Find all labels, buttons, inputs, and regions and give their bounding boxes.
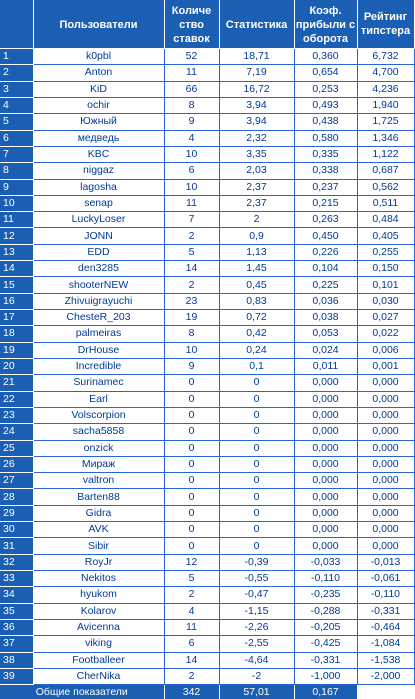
bets-cell: 9	[164, 358, 219, 374]
table-row	[0, 652, 414, 668]
statistics-cell: 0	[219, 440, 294, 456]
rank-cell: 2	[0, 65, 33, 81]
user-name-cell: LuckyLoser	[33, 212, 164, 228]
tipster-rating-cell: 0,511	[357, 195, 414, 211]
tipster-rating-cell: -0,331	[357, 603, 414, 619]
tipster-rating-cell: 0,000	[357, 473, 414, 489]
profit-coefficient-cell: 0,038	[294, 310, 357, 326]
table-row	[0, 228, 414, 244]
tipster-rating-cell: 0,000	[357, 538, 414, 554]
profit-coefficient-cell: 0,450	[294, 228, 357, 244]
tipster-rating-cell: 0,000	[357, 489, 414, 505]
tipster-rating-cell: 0,150	[357, 261, 414, 277]
profit-coefficient-cell: 0,000	[294, 440, 357, 456]
tipster-rating-cell: 1,725	[357, 114, 414, 130]
table-row	[0, 505, 414, 521]
tipster-rating-cell: 0,000	[357, 391, 414, 407]
user-name-cell: hyukom	[33, 587, 164, 603]
table-row	[0, 619, 414, 635]
user-name-cell: shooterNEW	[33, 277, 164, 293]
statistics-cell: -2,26	[219, 619, 294, 635]
rank-cell: 31	[0, 538, 33, 554]
bets-cell: 14	[164, 261, 219, 277]
rank-cell: 3	[0, 81, 33, 97]
statistics-cell: -0,39	[219, 554, 294, 570]
bets-cell: 0	[164, 505, 219, 521]
table-row	[0, 342, 414, 358]
statistics-cell: 3,35	[219, 146, 294, 162]
bets-cell: 0	[164, 538, 219, 554]
statistics-cell: -2,55	[219, 636, 294, 652]
profit-coefficient-cell: -0,425	[294, 636, 357, 652]
bets-cell: 9	[164, 114, 219, 130]
bets-cell: 7	[164, 212, 219, 228]
user-name-cell: Footballeer	[33, 652, 164, 668]
statistics-cell: 0	[219, 407, 294, 423]
table-row	[0, 49, 414, 65]
table-row	[0, 571, 414, 587]
profit-coefficient-cell: 0,263	[294, 212, 357, 228]
statistics-cell: -0,55	[219, 571, 294, 587]
user-name-cell: RoyJr	[33, 554, 164, 570]
rank-cell: 11	[0, 212, 33, 228]
table-row	[0, 424, 414, 440]
statistics-cell: 2,37	[219, 179, 294, 195]
profit-coefficient-cell: 0,000	[294, 505, 357, 521]
tipster-rating-cell: -0,110	[357, 587, 414, 603]
table-row	[0, 310, 414, 326]
statistics-cell: 0,42	[219, 326, 294, 342]
profit-coefficient-cell: 0,036	[294, 293, 357, 309]
user-name-cell: DrHouse	[33, 342, 164, 358]
table-row	[0, 375, 414, 391]
tipster-rating-cell: 0,000	[357, 407, 414, 423]
profit-coefficient-cell: -0,235	[294, 587, 357, 603]
header-rank	[0, 0, 33, 49]
rank-cell: 37	[0, 636, 33, 652]
bets-cell: 2	[164, 277, 219, 293]
user-name-cell: Surinamec	[33, 375, 164, 391]
table-row	[0, 489, 414, 505]
bets-cell: 0	[164, 391, 219, 407]
profit-coefficient-cell: 0,360	[294, 49, 357, 65]
tipster-rating-cell: 0,562	[357, 179, 414, 195]
statistics-cell: 0	[219, 489, 294, 505]
profit-coefficient-cell: 0,000	[294, 424, 357, 440]
tipster-rating-cell: 0,000	[357, 375, 414, 391]
table-row	[0, 277, 414, 293]
bets-cell: 8	[164, 97, 219, 113]
rank-cell: 35	[0, 603, 33, 619]
rank-cell: 7	[0, 146, 33, 162]
rank-cell: 1	[0, 49, 33, 65]
table-row	[0, 244, 414, 260]
statistics-cell: 0,45	[219, 277, 294, 293]
rank-cell: 28	[0, 489, 33, 505]
statistics-cell: 16,72	[219, 81, 294, 97]
rank-cell: 25	[0, 440, 33, 456]
profit-coefficient-cell: 0,000	[294, 473, 357, 489]
user-name-cell: Nekitos	[33, 571, 164, 587]
rank-cell: 23	[0, 407, 33, 423]
rank-cell: 22	[0, 391, 33, 407]
header-profit-coefficient: Коэф. прибыли с оборота	[294, 0, 357, 49]
table-row	[0, 554, 414, 570]
user-name-cell: sacha5858	[33, 424, 164, 440]
statistics-cell: 0	[219, 522, 294, 538]
bets-cell: 8	[164, 326, 219, 342]
profit-coefficient-cell: -0,205	[294, 619, 357, 635]
profit-coefficient-cell: -0,033	[294, 554, 357, 570]
table-row	[0, 587, 414, 603]
totals-bets: 342	[164, 685, 219, 699]
tipster-rating-cell: 0,255	[357, 244, 414, 260]
profit-coefficient-cell: 0,011	[294, 358, 357, 374]
user-name-cell: AVK	[33, 522, 164, 538]
profit-coefficient-cell: 0,104	[294, 261, 357, 277]
header-statistics: Статистика	[219, 0, 294, 49]
statistics-cell: 2,37	[219, 195, 294, 211]
bets-cell: 66	[164, 81, 219, 97]
rank-cell: 15	[0, 277, 33, 293]
tipster-rating-cell: 0,000	[357, 456, 414, 472]
rank-cell: 6	[0, 130, 33, 146]
bets-cell: 0	[164, 440, 219, 456]
bets-cell: 10	[164, 179, 219, 195]
user-name-cell: ChesteR_203	[33, 310, 164, 326]
tipster-rating-cell: 0,030	[357, 293, 414, 309]
tipster-rating-cell: 0,022	[357, 326, 414, 342]
profit-coefficient-cell: 0,000	[294, 391, 357, 407]
rank-cell: 26	[0, 456, 33, 472]
profit-coefficient-cell: -0,331	[294, 652, 357, 668]
statistics-cell: 0	[219, 473, 294, 489]
user-name-cell: onzick	[33, 440, 164, 456]
user-name-cell: JONN	[33, 228, 164, 244]
rank-cell: 14	[0, 261, 33, 277]
user-name-cell: Zhivuigrayuchi	[33, 293, 164, 309]
tipster-rating-cell: -0,464	[357, 619, 414, 635]
user-name-cell: niggaz	[33, 163, 164, 179]
rank-cell: 27	[0, 473, 33, 489]
rank-cell: 24	[0, 424, 33, 440]
statistics-cell: 0	[219, 505, 294, 521]
bets-cell: 0	[164, 473, 219, 489]
bets-cell: 10	[164, 342, 219, 358]
bets-cell: 52	[164, 49, 219, 65]
rank-cell: 36	[0, 619, 33, 635]
totals-rating	[357, 685, 414, 699]
profit-coefficient-cell: 0,000	[294, 538, 357, 554]
user-name-cell: медведь	[33, 130, 164, 146]
user-name-cell: KiD	[33, 81, 164, 97]
tipster-rating-cell: 0,687	[357, 163, 414, 179]
bets-cell: 0	[164, 456, 219, 472]
bets-cell: 5	[164, 571, 219, 587]
rank-cell: 4	[0, 97, 33, 113]
table-row	[0, 81, 414, 97]
table-row	[0, 97, 414, 113]
user-name-cell: Kolarov	[33, 603, 164, 619]
profit-coefficient-cell: 0,000	[294, 522, 357, 538]
bets-cell: 0	[164, 407, 219, 423]
table-row	[0, 456, 414, 472]
rank-cell: 33	[0, 571, 33, 587]
profit-coefficient-cell: 0,000	[294, 456, 357, 472]
table-row	[0, 130, 414, 146]
bets-cell: 19	[164, 310, 219, 326]
rank-cell: 17	[0, 310, 33, 326]
bets-cell: 14	[164, 652, 219, 668]
tipster-rating-cell: 0,027	[357, 310, 414, 326]
table-row	[0, 473, 414, 489]
bets-cell: 2	[164, 228, 219, 244]
tipster-rating-cell: -1,538	[357, 652, 414, 668]
rank-cell: 10	[0, 195, 33, 211]
tipster-rating-cell: 1,346	[357, 130, 414, 146]
user-name-cell: viking	[33, 636, 164, 652]
table-row	[0, 146, 414, 162]
user-name-cell: senap	[33, 195, 164, 211]
tipster-rating-cell: 1,940	[357, 97, 414, 113]
user-name-cell: Мираж	[33, 456, 164, 472]
statistics-cell: 0,9	[219, 228, 294, 244]
statistics-cell: 3,94	[219, 97, 294, 113]
rank-cell: 38	[0, 652, 33, 668]
user-name-cell: CherNika	[33, 668, 164, 684]
user-name-cell: Sibir	[33, 538, 164, 554]
statistics-cell: -0,47	[219, 587, 294, 603]
rank-cell: 20	[0, 358, 33, 374]
tipster-rating-cell: 0,000	[357, 440, 414, 456]
bets-cell: 12	[164, 554, 219, 570]
statistics-cell: 1,45	[219, 261, 294, 277]
statistics-cell: 2,03	[219, 163, 294, 179]
totals-row	[0, 685, 414, 699]
bets-cell: 0	[164, 375, 219, 391]
rank-cell: 21	[0, 375, 33, 391]
profit-coefficient-cell: 0,053	[294, 326, 357, 342]
tipster-rating-cell: 4,236	[357, 81, 414, 97]
user-name-cell: Incredible	[33, 358, 164, 374]
rank-cell: 32	[0, 554, 33, 570]
table-row	[0, 114, 414, 130]
statistics-cell: 0	[219, 375, 294, 391]
header-bets: Количе ство ставок	[164, 0, 219, 49]
table-row	[0, 440, 414, 456]
table-row	[0, 163, 414, 179]
user-name-cell: Earl	[33, 391, 164, 407]
tipster-rating-cell: 0,001	[357, 358, 414, 374]
statistics-cell: 0	[219, 391, 294, 407]
statistics-cell: 3,94	[219, 114, 294, 130]
bets-cell: 6	[164, 636, 219, 652]
table-row	[0, 358, 414, 374]
bets-cell: 4	[164, 130, 219, 146]
rank-cell: 5	[0, 114, 33, 130]
rank-cell: 13	[0, 244, 33, 260]
table-row	[0, 195, 414, 211]
table-row	[0, 636, 414, 652]
rank-cell: 16	[0, 293, 33, 309]
statistics-cell: 0	[219, 424, 294, 440]
profit-coefficient-cell: 0,237	[294, 179, 357, 195]
tipster-rating-cell: 0,000	[357, 505, 414, 521]
tipster-rating-cell: -0,013	[357, 554, 414, 570]
bets-cell: 11	[164, 65, 219, 81]
tipster-rating-cell: -2,000	[357, 668, 414, 684]
user-name-cell: EDD	[33, 244, 164, 260]
table-row	[0, 603, 414, 619]
table-row	[0, 293, 414, 309]
profit-coefficient-cell: -0,288	[294, 603, 357, 619]
profit-coefficient-cell: 0,438	[294, 114, 357, 130]
table-row	[0, 65, 414, 81]
tipster-rating-cell: 0,000	[357, 522, 414, 538]
statistics-cell: 0,24	[219, 342, 294, 358]
bets-cell: 11	[164, 195, 219, 211]
user-name-cell: Volscorpion	[33, 407, 164, 423]
bets-cell: 0	[164, 489, 219, 505]
statistics-cell: -1,15	[219, 603, 294, 619]
profit-coefficient-cell: -1,000	[294, 668, 357, 684]
tipster-rating-cell: 0,405	[357, 228, 414, 244]
profit-coefficient-cell: 0,215	[294, 195, 357, 211]
table-row	[0, 538, 414, 554]
tipster-rating-cell: -0,061	[357, 571, 414, 587]
rank-cell: 34	[0, 587, 33, 603]
user-name-cell: palmeiras	[33, 326, 164, 342]
profit-coefficient-cell: 0,253	[294, 81, 357, 97]
user-name-cell: lagosha	[33, 179, 164, 195]
table-row	[0, 179, 414, 195]
header-row	[0, 0, 414, 49]
profit-coefficient-cell: 0,335	[294, 146, 357, 162]
statistics-cell: 0	[219, 538, 294, 554]
statistics-cell: -4,64	[219, 652, 294, 668]
totals-statistics: 57,01	[219, 685, 294, 699]
table-row	[0, 391, 414, 407]
statistics-cell: 0,83	[219, 293, 294, 309]
profit-coefficient-cell: 0,338	[294, 163, 357, 179]
statistics-cell: 0	[219, 456, 294, 472]
rank-cell: 12	[0, 228, 33, 244]
header-tipster-rating: Рейтинг типстера	[357, 0, 414, 49]
table-row	[0, 212, 414, 228]
profit-coefficient-cell: 0,225	[294, 277, 357, 293]
tipster-rating-cell: 0,101	[357, 277, 414, 293]
profit-coefficient-cell: 0,493	[294, 97, 357, 113]
profit-coefficient-cell: 0,000	[294, 407, 357, 423]
user-name-cell: KBC	[33, 146, 164, 162]
table-row	[0, 407, 414, 423]
rank-cell: 9	[0, 179, 33, 195]
header-users: Пользователи	[33, 0, 164, 49]
bets-cell: 4	[164, 603, 219, 619]
bets-cell: 0	[164, 424, 219, 440]
profit-coefficient-cell: -0,110	[294, 571, 357, 587]
tipster-rating-cell: -1,084	[357, 636, 414, 652]
statistics-cell: 0,1	[219, 358, 294, 374]
tipster-rating-cell: 1,122	[357, 146, 414, 162]
tipster-rating-cell: 0,484	[357, 212, 414, 228]
totals-profit-coefficient: 0,167	[294, 685, 357, 699]
bets-cell: 0	[164, 522, 219, 538]
rank-cell: 19	[0, 342, 33, 358]
bets-cell: 2	[164, 668, 219, 684]
profit-coefficient-cell: 0,024	[294, 342, 357, 358]
statistics-cell: 7,19	[219, 65, 294, 81]
user-name-cell: den3285	[33, 261, 164, 277]
user-name-cell: Anton	[33, 65, 164, 81]
user-name-cell: Gidra	[33, 505, 164, 521]
tipster-rating-cell: 4,700	[357, 65, 414, 81]
statistics-cell: 2,32	[219, 130, 294, 146]
tipster-rating-cell: 0,006	[357, 342, 414, 358]
statistics-cell: 0,72	[219, 310, 294, 326]
statistics-cell: 2	[219, 212, 294, 228]
user-name-cell: ochir	[33, 97, 164, 113]
profit-coefficient-cell: 0,226	[294, 244, 357, 260]
statistics-cell: 18,71	[219, 49, 294, 65]
table-row	[0, 522, 414, 538]
rank-cell: 18	[0, 326, 33, 342]
profit-coefficient-cell: 0,654	[294, 65, 357, 81]
rank-cell: 39	[0, 668, 33, 684]
bets-cell: 5	[164, 244, 219, 260]
tipster-rating-cell: 6,732	[357, 49, 414, 65]
user-name-cell: k0pbl	[33, 49, 164, 65]
profit-coefficient-cell: 0,580	[294, 130, 357, 146]
bets-cell: 10	[164, 146, 219, 162]
table-row	[0, 261, 414, 277]
totals-label: Общие показатели	[0, 685, 164, 699]
statistics-cell: 1,13	[219, 244, 294, 260]
rank-cell: 30	[0, 522, 33, 538]
statistics-cell: -2	[219, 668, 294, 684]
user-name-cell: Barten88	[33, 489, 164, 505]
bets-cell: 11	[164, 619, 219, 635]
table-row	[0, 326, 414, 342]
user-name-cell: Avicenna	[33, 619, 164, 635]
rank-cell: 29	[0, 505, 33, 521]
bets-cell: 23	[164, 293, 219, 309]
tipster-rating-cell: 0,000	[357, 424, 414, 440]
profit-coefficient-cell: 0,000	[294, 489, 357, 505]
bets-cell: 6	[164, 163, 219, 179]
bets-cell: 2	[164, 587, 219, 603]
user-name-cell: Южный	[33, 114, 164, 130]
table-row	[0, 668, 414, 684]
user-name-cell: valtron	[33, 473, 164, 489]
profit-coefficient-cell: 0,000	[294, 375, 357, 391]
rank-cell: 8	[0, 163, 33, 179]
